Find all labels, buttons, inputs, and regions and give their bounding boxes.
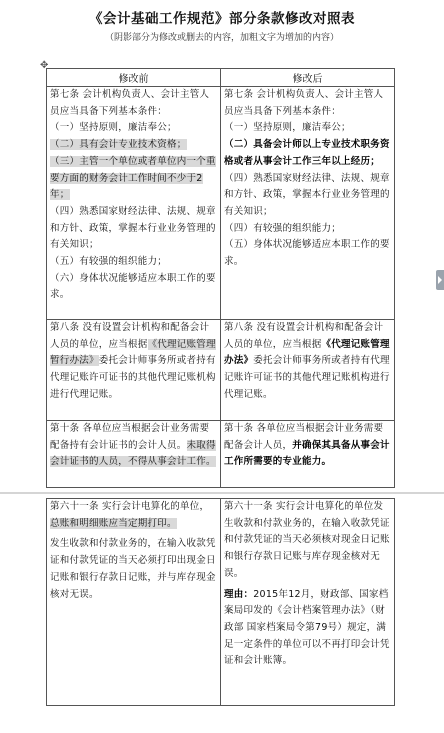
highlighted-text: 《代理记账管理暂行办法》 <box>50 338 216 367</box>
text-segment: 第八条 没有设置会计机构和配备会计人员的单位，应当根据 <box>50 322 210 350</box>
paragraph: （一）坚持原则，廉洁奉公； <box>224 122 351 134</box>
cell-after-article-7 <box>221 87 395 320</box>
highlighted-text: （二）具有会计专业技术资格； <box>50 139 187 151</box>
table-row <box>47 320 395 421</box>
reason-label: 理由： <box>224 588 254 600</box>
cell-after-article-10 <box>221 421 395 488</box>
text-segment: 第十条 各单位应当根据会计业务需要配备持有会计证书的会计人员。 <box>50 423 210 451</box>
paragraph: 发生收款和付款业务的，在输入收款凭证和付款凭证的当天必须打印出现金日记账和银行存款日记账，并与库存现金核对无误。 <box>50 538 216 600</box>
text-segment: 第六十一条 实行会计电算化的单位， <box>50 501 210 512</box>
cell-after-article-61 <box>221 499 395 706</box>
paragraph: 第七条 会计机构负责人、会计主管人员应当具备下列基本条件： <box>224 89 384 117</box>
paragraph: （一）坚持原则，廉洁奉公； <box>50 122 177 134</box>
document-title: 《会计基础工作规范》部分条款修改对照表 <box>89 11 355 27</box>
paragraph: （四）有较强的组织能力； <box>224 222 342 234</box>
paragraph: 第六十一条 实行会计电算化的单位发生收款和付款业务的，在输入收款凭证和付款凭证的当天必须核对现金日记账和银行存款日记账与库存现金核对无误。 <box>224 501 390 579</box>
table-move-handle-icon[interactable]: ✥ <box>40 60 49 71</box>
cell-before-article-7 <box>47 87 221 320</box>
bold-added-text: 《代理记账管理办法》 <box>224 338 390 367</box>
column-header-after: 修改后 <box>221 69 395 87</box>
highlighted-text: 总账和明细账应当定期打印。 <box>50 517 177 529</box>
text-segment: 委托会计师事务所或者持有代理记账许可证书的其他代理记账机构进行代理记账。 <box>50 355 216 400</box>
highlighted-text: （三）主管一个单位或者单位内一个重要方面的财务会计工作时间不少于2年； <box>50 155 216 201</box>
cell-after-article-8 <box>221 320 395 421</box>
paragraph: 第七条 会计机构负责人、会计主管人员应当具备下列基本条件： <box>50 89 210 117</box>
paragraph: （四）熟悉国家财经法律、法规、规章和方针、政策，掌握本行业业务管理的有关知识； <box>50 205 216 251</box>
document-subtitle: （阴影部分为修改或删去的内容，加粗文字为增加的内容） <box>104 33 339 43</box>
column-header-before: 修改前 <box>47 69 221 87</box>
highlighted-text: 未取得会计证书的人员，不得从事会计工作。 <box>50 439 216 468</box>
bold-added-text: （二）具备会计师以上专业技术职务资格或者从事会计工作三年以上经历； <box>224 139 390 167</box>
side-expand-handle-icon[interactable] <box>436 270 444 290</box>
paragraph: （六）身体状况能够适应本职工作的要求。 <box>50 272 216 301</box>
page-break-line <box>0 492 444 494</box>
cell-before-article-8 <box>47 320 221 421</box>
comparison-table <box>46 68 395 706</box>
table-row <box>47 499 395 706</box>
table-row <box>47 87 395 320</box>
bold-added-text: 并确保其具备从事会计工作所需要的专业能力。 <box>224 439 390 468</box>
paragraph: （五）有较强的组织能力； <box>50 256 168 268</box>
paragraph: （四）熟悉国家财经法律、法规、规章和方针、政策，掌握本行业业务管理的有关知识； <box>224 172 390 217</box>
cell-before-article-61 <box>47 499 221 706</box>
text-segment: 第十条 各单位应当根据会计业务需要配备会计人员， <box>224 423 384 451</box>
text-segment: 第八条 没有设置会计机构和配备会计人员的单位，应当根据 <box>224 322 384 350</box>
reason-text: 2015年12月，财政部、国家档案局印发的《会计档案管理办法》（财政部 国家档案局令第79号）规定，满足一定条件的单位可以不再打印会计凭证和会计账簿。 <box>224 588 390 667</box>
text-segment: 委托会计师事务所或者持有代理记账许可证书的其他代理记账机构进行代理记账。 <box>224 355 390 400</box>
cell-before-article-10 <box>47 421 221 488</box>
table-header-row <box>47 69 395 87</box>
table-row <box>47 421 395 488</box>
paragraph: （五）身体状况能够适应本职工作的要求。 <box>224 239 390 268</box>
